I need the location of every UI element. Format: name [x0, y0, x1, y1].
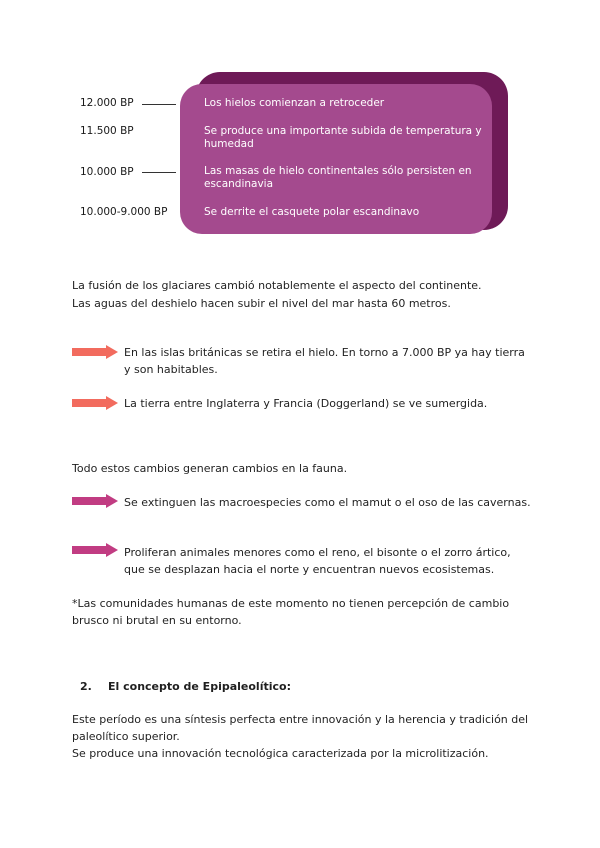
fauna-bullet-1: Se extinguen las macroespecies como el mamut o el oso de las cavernas.	[124, 496, 531, 509]
timeline-date-4: 10.000-9.000 BP	[80, 206, 168, 218]
arrow-right-icon	[72, 345, 118, 359]
timeline-date-3: 10.000 BP	[80, 166, 134, 178]
timeline-event-4: Se derrite el casquete polar escandinavo	[204, 206, 420, 218]
arrow-right-icon	[72, 494, 118, 508]
intro-line-2: Las aguas del deshielo hacen subir el nivel del mar hasta 60 metros.	[72, 297, 451, 310]
arrow-right-icon	[72, 543, 118, 557]
section2-paragraph-2: Se produce una innovación tecnológica caracterizada por la microlitización.	[72, 747, 489, 760]
timeline-event-1: Los hielos comienzan a retroceder	[204, 97, 385, 109]
section-title: El concepto de Epipaleolítico:	[108, 680, 291, 693]
coral-bullet-2: La tierra entre Inglaterra y Francia (Doggerland) se ve sumergida.	[124, 397, 488, 410]
arrow-right-icon	[72, 396, 118, 410]
fauna-bullet-2: Proliferan animales menores como el reno, el bisonte o el zorro ártico, que se desplazan hacia el norte y encuentran nuevos ecosistemas.	[124, 546, 511, 576]
timeline-connector-3	[142, 172, 176, 173]
timeline-date-1: 12.000 BP	[80, 97, 134, 109]
timeline-event-2: Se produce una importante subida de temperatura y humedad	[204, 125, 482, 150]
timeline-date-2: 11.500 BP	[80, 125, 134, 137]
section2-paragraph-1: Este período es una síntesis perfecta entre innovación y la herencia y tradición del paleolítico superior.	[72, 713, 529, 743]
timeline-connector-1	[142, 104, 176, 105]
fauna-intro: Todo estos cambios generan cambios en la fauna.	[72, 462, 348, 475]
note-text: *Las comunidades humanas de este momento no tienen percepción de cambio brusco ni brutal en su entorno.	[72, 597, 510, 627]
section-number: 2.	[80, 680, 92, 693]
coral-bullet-1: En las islas británicas se retira el hielo. En torno a 7.000 BP ya hay tierra y son habitables.	[124, 346, 525, 376]
intro-line-1: La fusión de los glaciares cambió notablemente el aspecto del continente.	[72, 279, 482, 292]
timeline-event-3: Las masas de hielo continentales sólo persisten en escandinavia	[204, 165, 472, 190]
